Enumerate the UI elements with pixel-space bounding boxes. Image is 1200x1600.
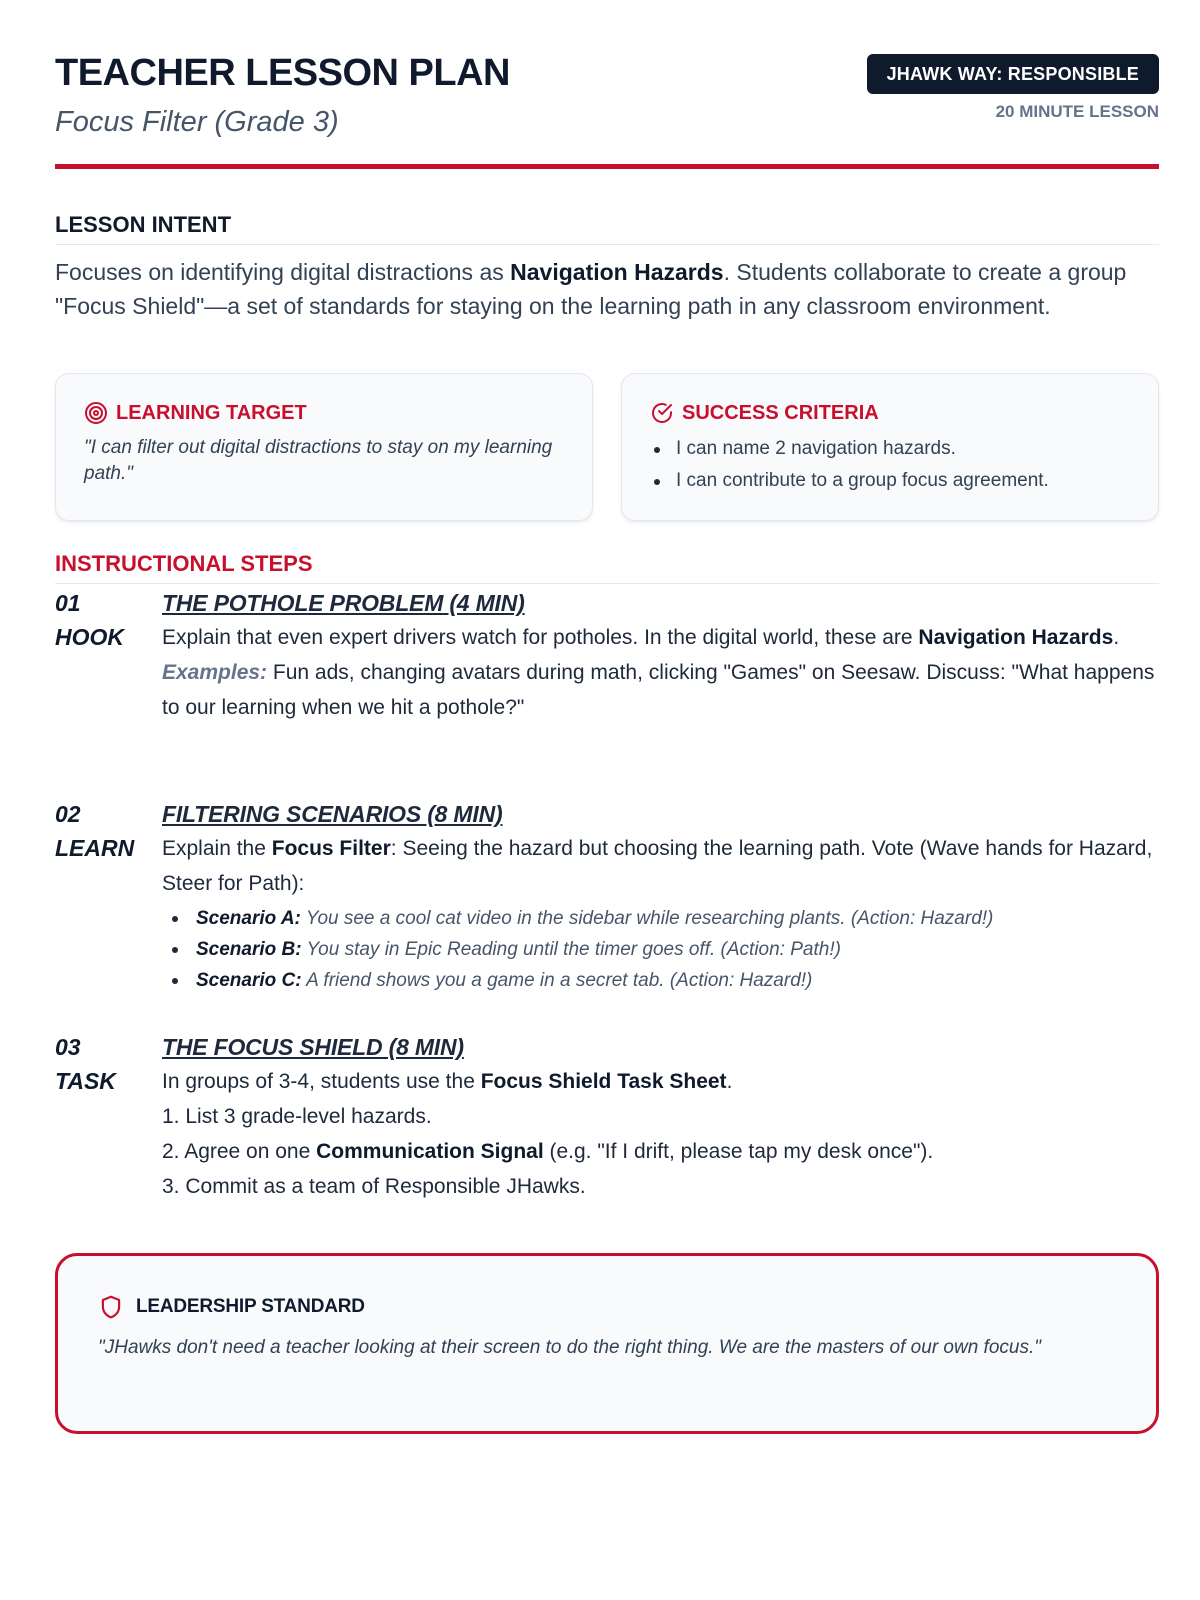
step-body: [162, 797, 1159, 996]
intent-text-start: Focuses on identifying digital distractions as: [55, 259, 511, 285]
intent-text-emphasis: Navigation Hazards: [510, 259, 724, 285]
scenario-list: [162, 903, 1159, 996]
learning-target-header: [84, 401, 564, 425]
scenario-item: [162, 934, 1159, 965]
step-text-end: .: [726, 1070, 733, 1093]
success-criteria-card: [621, 373, 1159, 521]
learning-target-heading: LEARNING TARGET: [116, 401, 307, 424]
step-body: [162, 1030, 1159, 1204]
success-criteria-heading: SUCCESS CRITERIA: [682, 401, 879, 424]
task-line-1: 1. List 3 grade-level hazards.: [162, 1105, 432, 1128]
task-line-2-emphasis: Communication Signal: [316, 1140, 544, 1163]
step-body: [162, 586, 1159, 725]
task-line-2-end: (e.g. "If I drift, please tap my desk once").: [543, 1140, 934, 1163]
lesson-plan-page: [55, 0, 1159, 1358]
step-text-end: .: [1113, 626, 1120, 649]
step-phase: TASK: [55, 1068, 116, 1094]
lesson-duration: 20 MINUTE LESSON: [995, 102, 1159, 121]
examples-label: Examples:: [162, 661, 268, 684]
page-subtitle: Focus Filter (Grade 3): [55, 106, 339, 138]
scenario-label: Scenario A:: [196, 908, 301, 929]
check-circle-icon: [650, 401, 674, 425]
examples-text: Fun ads, changing avatars during math, clicking "Games" on Seesaw. Discuss: "What happens to our learning when we hit a pothole?": [162, 661, 1155, 719]
step-title: THE POTHOLE PROBLEM (4 MIN): [162, 590, 525, 616]
scenario-text: You stay in Epic Reading until the timer goes off. (Action: Path!): [301, 939, 841, 960]
leadership-standard-heading: LEADERSHIP STANDARD: [136, 1296, 365, 1317]
jhawk-way-badge: JHAWK WAY: RESPONSIBLE: [867, 54, 1159, 94]
page-title: TEACHER LESSON PLAN: [55, 52, 510, 94]
step-examples: [162, 655, 1159, 725]
step-text-emphasis: Focus Shield Task Sheet: [480, 1070, 727, 1093]
step-description: [162, 1064, 1159, 1099]
scenario-text: A friend shows you a game in a secret tab. (Action: Hazard!): [301, 970, 813, 991]
lesson-intent-section: [55, 212, 1159, 323]
step-number: 02: [55, 801, 81, 827]
step-title: FILTERING SCENARIOS (8 MIN): [162, 801, 503, 827]
target-criteria-cards: [55, 373, 1159, 521]
leadership-standard-quote: "JHawks don't need a teacher looking at their screen to do the right thing. We are the masters of our own focus.": [98, 1337, 1041, 1358]
scenario-item: [162, 965, 1159, 996]
success-criteria-list: [650, 433, 1130, 497]
step-title: THE FOCUS SHIELD (8 MIN): [162, 1034, 464, 1060]
leadership-standard-header: [98, 1294, 1116, 1320]
page-header: [55, 0, 1159, 169]
step-phase: LEARN: [55, 835, 135, 861]
task-line-2-start: 2. Agree on one: [162, 1140, 317, 1163]
step-number: 01: [55, 590, 81, 616]
step-description: [162, 620, 1159, 655]
step-text-emphasis: Focus Filter: [271, 837, 391, 860]
step-text-start: In groups of 3-4, students use the: [162, 1070, 481, 1093]
learning-target-quote: "I can filter out digital distractions to stay on my learning path.": [84, 437, 553, 484]
task-line-2: [162, 1134, 1159, 1169]
task-line-3: 3. Commit as a team of Responsible JHawks.: [162, 1175, 586, 1198]
scenario-item: [162, 903, 1159, 934]
target-icon: [84, 401, 108, 425]
step-text-start: Explain that even expert drivers watch for potholes. In the digital world, these are: [162, 626, 919, 649]
intent-text-end: . Students collaborate to create a group "Focus Shield"—a set of standards for staying on the learning path in any classroom environment.: [55, 259, 1127, 319]
success-criteria-header: [650, 401, 1130, 425]
step-text-end: : Seeing the hazard but choosing the learning path. Vote (Wave hands for Hazard, Steer for Path):: [162, 837, 1153, 895]
leadership-standard-box: [55, 1253, 1159, 1434]
scenario-label: Scenario B:: [196, 939, 302, 960]
step-phase: HOOK: [55, 624, 124, 650]
shield-icon: [98, 1294, 124, 1320]
step-number: 03: [55, 1034, 81, 1060]
step-text-emphasis: Navigation Hazards: [918, 626, 1114, 649]
scenario-text: You see a cool cat video in the sidebar while researching plants. (Action: Hazard!): [300, 908, 994, 929]
success-criteria-item: I can contribute to a group focus agreement.: [650, 465, 1130, 497]
learning-target-card: [55, 373, 593, 521]
lesson-intent-text: [55, 255, 1159, 323]
step-description: [162, 831, 1159, 901]
lesson-intent-heading: LESSON INTENT: [55, 212, 1159, 245]
scenario-label: Scenario C:: [196, 970, 302, 991]
success-criteria-item: I can name 2 navigation hazards.: [650, 433, 1130, 465]
step-text-start: Explain the: [162, 837, 272, 860]
instructional-steps-heading: INSTRUCTIONAL STEPS: [55, 551, 1159, 584]
